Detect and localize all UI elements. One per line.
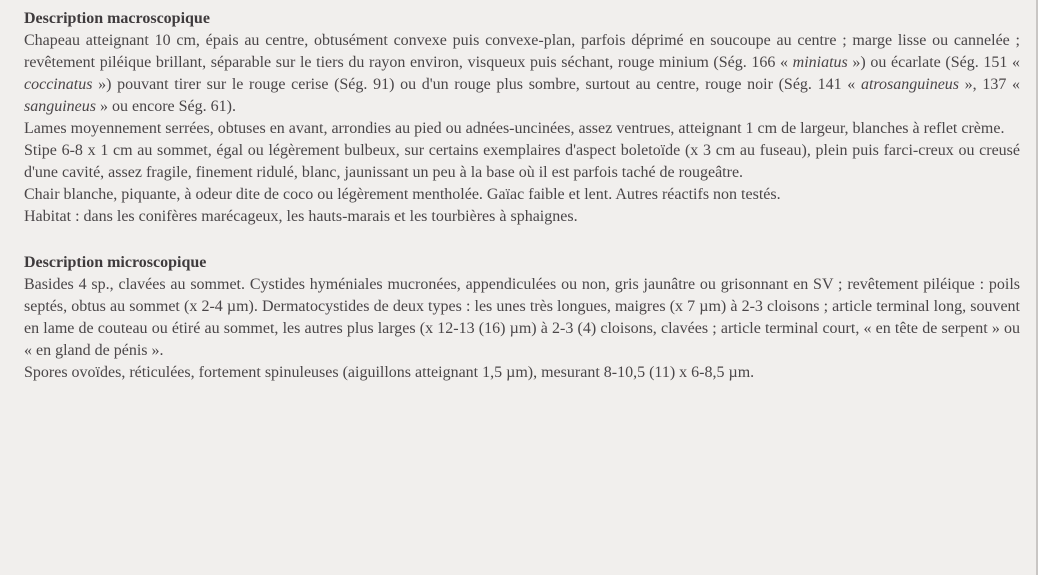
microscopic-section xyxy=(24,252,1022,384)
chapeau-text: » ou encore Ség. 61). xyxy=(96,98,236,115)
basides-paragraph: Basides 4 sp., clavées au sommet. Cystides hyméniales mucronées, appendiculées ou non, gris jaunâtre ou grisonnant en SV ; revêtement piléique : poils septés, obtus au sommet (x 2-4 µm). Dermatocystides de deux types : les unes très longues, maigres (x 7 µm) à 2-3 cloisons ; article terminal long, souvent en lame de couteau ou étiré au sommet, les autres plus larges (x 12-13 (16) µm) à 2-3 (4) cloisons, clavées ; article terminal court, « en tête de serpent » ou « en gland de pénis ». xyxy=(24,276,1020,359)
chapeau-text: ») ou écarlate (Ség. 151 « xyxy=(847,54,1025,71)
chapeau-text: ») pouvant tirer sur le rouge cerise (Ség. 91) ou d'un rouge plus sombre, surtout au centre, rouge noir (Ség. 141 « xyxy=(92,76,861,93)
chapeau-text: Chapeau atteignant 10 cm, épais au centre, obtusément convexe puis convexe-plan, parfois déprimé en soucoupe au centre ; marge lisse ou cannelée ; revêtement piléique brillant, séparable sur le tiers du rayon environ, visqueux puis séchant, rouge minium (Ség. 166 « xyxy=(24,32,1024,71)
macroscopic-section xyxy=(24,8,1025,228)
chair-paragraph: Chair blanche, piquante, à odeur dite de coco ou légèrement mentholée. Gaïac faible et lent. Autres réactifs non testés. xyxy=(24,186,781,203)
chapeau-latin-atrosanguineus: atrosanguineus xyxy=(860,76,960,93)
microscopic-heading: Description microscopique xyxy=(24,254,207,271)
chapeau-latin-sanguineus: sanguineus xyxy=(24,98,96,115)
spores-paragraph: Spores ovoïdes, réticulées, fortement spinuleuses (aiguillons atteignant 1,5 µm), mesurant 8-10,5 (11) x 6-8,5 µm. xyxy=(24,364,755,381)
chapeau-text: », 137 « xyxy=(959,76,1025,93)
chapeau-paragraph xyxy=(24,30,1025,118)
stipe-paragraph: Stipe 6-8 x 1 cm au sommet, égal ou légèrement bulbeux, sur certains exemplaires d'aspect boletoïde (x 3 cm au fuseau), plein puis farci-creux ou creusé d'une cavité, assez fragile, finement ridulé, blanc, jaunissant un peu à la base où il est parfois taché de rougeâtre. xyxy=(24,142,1020,181)
lames-paragraph: Lames moyennement serrées, obtuses en avant, arrondies au pied ou adnées-uncinées, assez ventrues, atteignant 1 cm de largeur, blanches à reflet crème. xyxy=(24,120,1005,137)
macroscopic-heading: Description macroscopique xyxy=(24,10,210,27)
habitat-paragraph: Habitat : dans les conifères marécageux, les hauts-marais et les tourbières à sphaignes. xyxy=(24,208,578,225)
chapeau-latin-miniatus: miniatus xyxy=(792,54,848,71)
chapeau-latin-coccinatus: coccinatus xyxy=(24,76,93,93)
